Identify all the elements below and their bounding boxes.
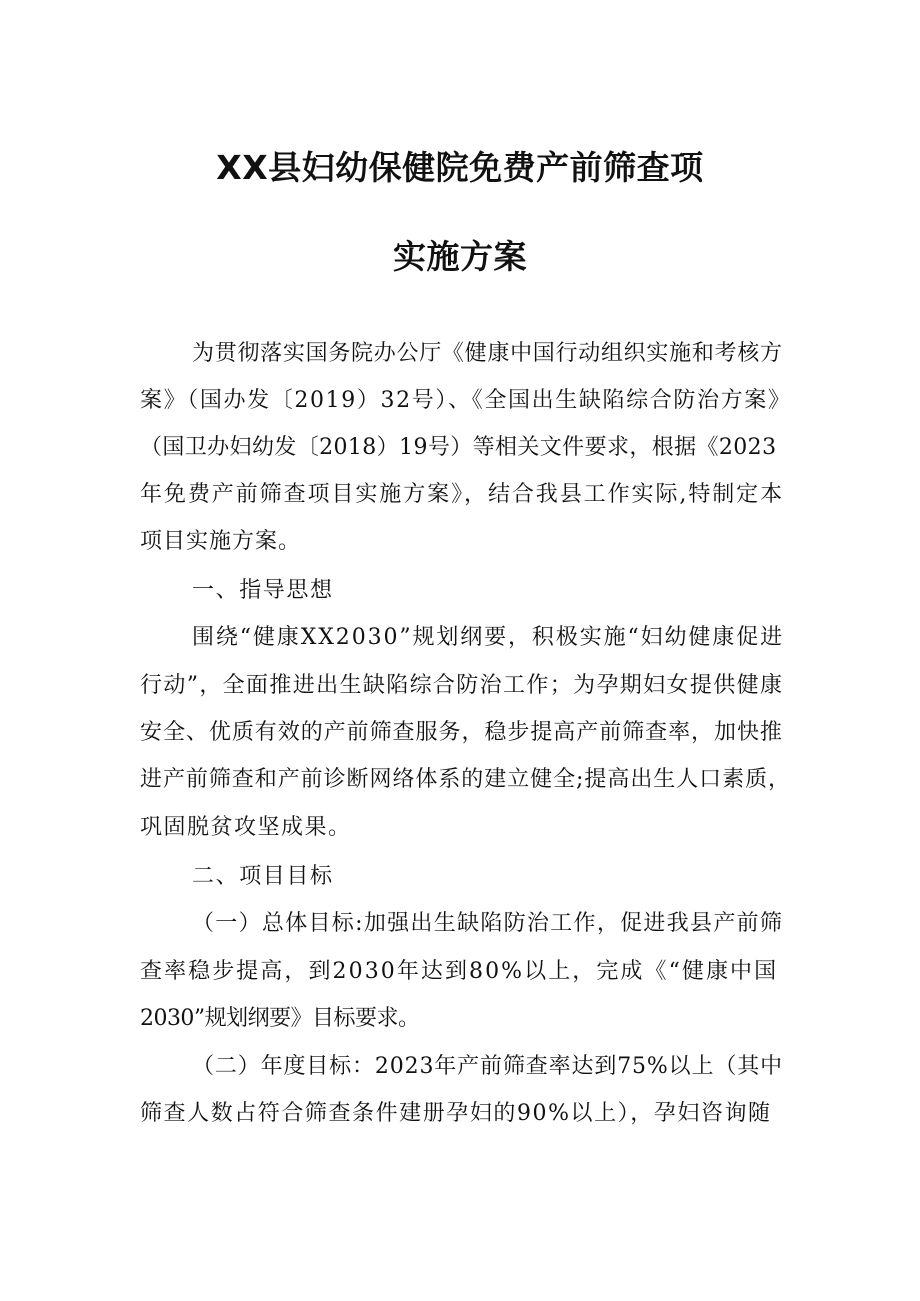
section-heading-2: 二、项目目标 bbox=[192, 864, 334, 889]
body-line-14: （二）年度目标：2023年产前筛查率达到75%以上（其中 bbox=[192, 1054, 783, 1079]
body-line-15: 筛查人数占符合筛查条件建册孕妇的90%以上），孕妇咨询随 bbox=[140, 1101, 772, 1126]
body-line-10: 巩固脱贫攻坚成果。 bbox=[140, 815, 352, 840]
body-line-1: 为贯彻落实国务院办公厅《健康中国行动组织实施和考核方 bbox=[192, 341, 783, 366]
body-line-8: 安全、优质有效的产前筛查服务，稳步提高产前筛查率，加快推 bbox=[140, 720, 783, 745]
section-heading-1: 一、指导思想 bbox=[192, 578, 334, 603]
body-line-6: 围绕“健康XX2030”规划纲要，积极实施“妇幼健康促进 bbox=[192, 625, 784, 650]
body-line-9: 进产前筛查和产前诊断网络体系的建立健全;提高出生人口素质， bbox=[140, 767, 791, 792]
document-title-line-2: 实施方案 bbox=[393, 237, 527, 276]
body-line-12: 查率稳步提高，到2030年达到80%以上，完成《“健康中国 bbox=[140, 959, 779, 984]
body-line-13: 2030”规划纲要》目标要求。 bbox=[140, 1006, 420, 1031]
body-line-3: （国卫办妇幼发〔2018）19号）等相关文件要求，根据《2023 bbox=[140, 435, 777, 460]
body-line-7: 行动”，全面推进出生缺陷综合防治工作；为孕期妇女提供健康 bbox=[140, 673, 784, 698]
body-line-11: （一）总体目标:加强出生缺陷防治工作，促进我县产前筛 bbox=[192, 911, 784, 936]
body-line-5: 项目实施方案。 bbox=[140, 529, 302, 554]
document-title-line-1: XX县妇幼保健院免费产前筛查项 bbox=[216, 148, 704, 187]
body-line-4: 年免费产前筛查项目实施方案》，结合我县工作实际,特制定本 bbox=[140, 482, 785, 507]
body-line-2: 案》（国办发〔2019）32号）、《全国出生缺陷综合防治方案》 bbox=[140, 388, 792, 413]
